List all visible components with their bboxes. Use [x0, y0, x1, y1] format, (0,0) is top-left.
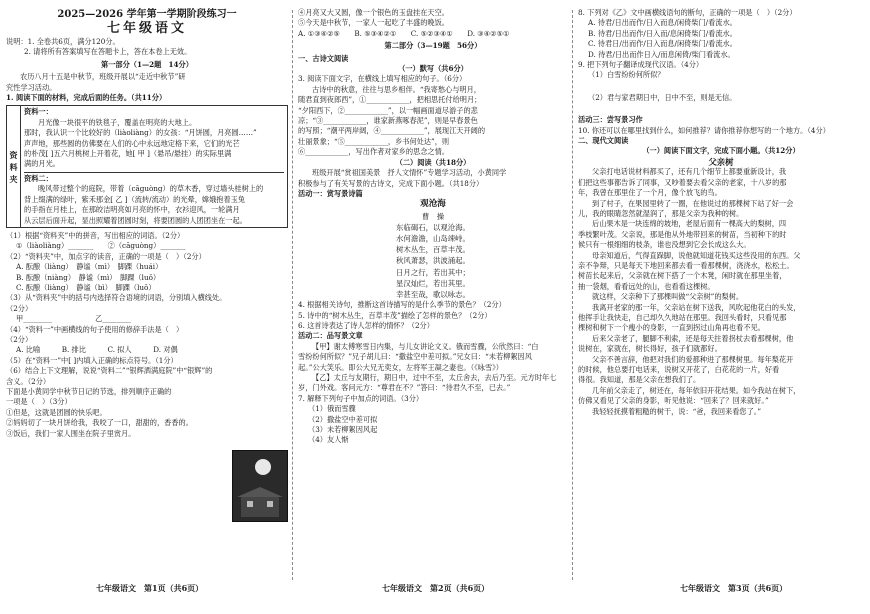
poem-author: 曹 操 — [421, 211, 445, 221]
question-heading: 9. 把下列句子翻译成现代汉语。（4分） — [578, 60, 704, 70]
sub-heading: （一）默写（共6分） — [398, 64, 468, 74]
activity-heading: 活动三：尝写景习作 — [578, 115, 643, 125]
window-shape — [247, 501, 253, 507]
page-footer: 七年级语文 第1页（共6页） — [96, 583, 204, 593]
activity-heading: 活动二：品写景文章 — [298, 331, 363, 341]
section-heading: 二、现代文阅读 — [578, 136, 629, 146]
intro-line: 农历八月十五是中秋节，班级开展以“走近中秋节”研 — [20, 72, 186, 82]
question-heading: 7. 解释下列句子中加点的词语。（3分） — [298, 393, 424, 403]
poem-line: 星汉灿烂，若出其里。 — [396, 278, 470, 288]
question-list: （1）根据“资料夹”中的拼音，写出相应的词语。（2分） ①（liàoliàng）_______ ②（cāguòng）_______ （2）“资料夹”中，加点字的读音，正确的一项是（ ）（2分） A. 酝酿（liàng） 静谧（mì） 脚踝（huái） B. 酝酿（niàng） 静谧（mì） 脚踝（luǒ） C. 酝酿（liàng） 静谧（bì） 脚踝（luǒ） （3）从“资料夹”中的括号内选择符合语境的词语，分别填入横线处。 （2分） 甲________ 乙________ （4）“资料一”中画横线的句子使用的修辞手法是（ ） （2分） A. 比喻 B. 排比 C. 拟人 D. 对偶 （5）在“资料一”中[ ]内填入正确的标点符号。（1分） （6）结合上下文理解，说说“资料二”“银辉洒满庭院”中“银辉”的 含义。（2分） 下面是小黄同学中秋节日记的节选，排列顺序正确的 一项是（ ）（3分） ①但是，这就是团圆的快乐吧。 ②妈妈切了一块月饼给我，我咬了一口，甜甜的，香香的。 ③饭后，我们一家人围坐在院子里赏月。 — [6, 230, 227, 438]
activity-heading: 活动一：赏写景诗篇 — [298, 188, 363, 198]
essay-title: 父亲树 — [708, 156, 734, 167]
intro-line: 究性学习活动。 — [6, 82, 57, 92]
section-heading: 一、古诗文阅读 — [298, 53, 349, 63]
column-divider — [572, 10, 573, 580]
part-heading: 第一部分（1—2题 14分） — [101, 59, 193, 69]
poem-line: 东临碣石，以观沧海。 — [396, 222, 470, 232]
poem-title: 观沧海 — [420, 199, 446, 210]
exam-title: 2025—2026 学年第一学期阶段练习一 — [57, 9, 237, 20]
column-page-1 — [6, 8, 288, 439]
poem-line: 幸甚至哉，歌以咏志。 — [396, 289, 470, 299]
house-shape — [241, 497, 279, 517]
page-footer: 七年级语文 第2页（共6页） — [382, 583, 490, 593]
part-heading: 第二部分（3—19题 56分） — [384, 41, 482, 51]
column-divider — [292, 10, 293, 580]
poem-line: 日月之行，若出其中； — [396, 267, 470, 277]
passage-yi: 【乙】太丘与友期行，期日中，过中不至，太丘舍去，去后乃至。元方时年七 — [312, 372, 557, 382]
mid-autumn-illustration — [232, 450, 288, 522]
question-heading: 1. 阅读下面的材料，完成后面的任务。（共11分） — [6, 93, 167, 103]
note-line: 说明：1. 全卷共6页，满分120分。 — [6, 37, 120, 46]
material-folder — [6, 105, 288, 227]
page-footer: 七年级语文 第3页（共6页） — [680, 583, 788, 593]
poem-line: 秋风萧瑟，洪波涌起。 — [396, 256, 470, 266]
question-heading: 3. 阅读下面文字，在横线上填写相应的句子。（6分） — [298, 74, 467, 84]
column-page-3: 8. 下列对《乙》文中画横线语句的断句，正确的一项是（ ）（2分） A. 待君/日出而作/日入而息/闲倚柴门/看流水。 B. 待君/日出而作/日入而/息闲倚柴门/看流水。 C. 待君日/出而作/日入而息/闲倚柴门/看流水。 D. 待君/日出而作日入/而息闲倚/柴门看流水。 9. 把下列句子翻译成现代汉语。（4分） （1）白雪纷纷何所似？ （2）君与家君期日中，日中不至，则是无信。 活动三：尝写景习作 10. 你还可以在哪里找到什么，如何推荐？请你推荐你想写的一个地方。（4分） 二、现代文阅读 （一）阅读下面文字，完成下面小题。（共12分） 父亲树 父亲打电话说材料都买了，还有几个细节上都要重新设计，我 们把这些事都告诉了同事，又吵着要去看父亲的老家，十八岁的那 年，我曾在那里住了一个月，像个放飞的鸟。 到了村子，在果园里转了一圈，在他说过的那棵树下站了好一会 儿，我的眼睛忽然就湿润了，那是父亲为我种的树。 后山果木是一块连绵的坡地，老屋后面有一棵高大的梨树，四 季枝繁叶茂。父亲说，那是他从外地带回来的树苗，当初种下的时 候只有一根细细的枝条，谁也没想到它会长成这么大。 母亲知道后，气得直跺脚，说他就知道花钱买这些没用的东西。父 亲不争辩，只是每天下地回来都去看一看那棵树，浇浇水，松松土。 树苗长起来后，父亲就在树下搭了一个木凳，闲时就在那里坐着， 抽一袋烟，看看远处的山，也看看这棵树。 就这样，父亲种下了那棵叫做“父亲树”的梨树。 我离开老家的那一年，父亲站在树下送我，风吹起他花白的头发， 他挥手让我快走，自己却久久地站在那里。我回头看时，只看见那 棵树和树下一个瘦小的身影，一直到拐过山角再也看不见。 后来父亲老了，腿脚不利索，还是每天拄着拐杖去看那棵树，他 说树在，家就在，树长得好，孩子们就都好。 父亲不善言辞，他把对我们的爱都种进了那棵树里。每年梨花开 的时候，他总要打电话来，说树又开花了，白花花的一片，好看 得很。我知道，那是父亲在想我们了。 几年前父亲走了，树还在，每年依旧开花结果。如今我站在树下， 仿佛又看见了父亲的身影，听见他说：“回来了？回来就好。” 我轻轻抚摸着粗糙的树干，说：“爸，我回来看您了。” — [578, 8, 864, 417]
poem — [298, 199, 568, 300]
exam-subject: 七年级语文 — [106, 21, 187, 36]
question-heading: 8. 下列对《乙》文中画横线语句的断句，正确的一项是（ ）（2分） — [578, 8, 797, 17]
passage-jia: 【甲】谢太傅寒雪日内集，与儿女讲论文义。俄而雪骤，公欣然曰：“白 — [312, 341, 539, 351]
roof-shape — [237, 487, 283, 497]
column-page-2: ④月亮又大又圆，像一个银色的玉盘挂在天空。 ⑤今天是中秋节，一家人一起吃了丰盛的晚饭。 A. ①③④②⑤ B. ⑤③④②① C. ⑤②③④① D. ③④②⑤① 第二部分（3—19题 56分） 一、古诗文阅读 （一）默写（共6分） 3. 阅读下面文字，在横线上填写相应的句子。（6分） 古诗中的秋意，往往与思乡相伴。“我寄愁心与明月， 随君直到夜郎西”，①____________，把相思托付给明月； “夕阳西下，②____________”，以一幅画面道尽游子的悲 凉；“③____________，谁家新燕啄春泥”，则是早春景色 的写照；“潮平两岸阔，④____________”，展现江天开阔的 壮丽景象；“⑤____________，乡书何处达”，则 ⑥____________，写出作者对家乡的思念之情。 （二）阅读（共18分） 班级开展“赏祖国美景 抒人文情怀”专题学习活动，小黄同学 积极参与了有关写景的古诗文，完成下面小题。（共18分） 活动一：赏写景诗篇 观沧海 曹 操 东临碣石，以观沧海。 水何澹澹，山岛竦峙。 树木丛生，百草丰茂。 秋风萧瑟，洪波涌起。 日月之行，若出其中； 星汉灿烂，若出其里。 幸甚至哉，歌以咏志。 4. 根据相关诗句，推断这首诗描写的是什么季节的景色？（2分） 5. 诗中的“树木丛生，百草丰茂”描绘了怎样的景色？（2分） 6. 这首诗表达了诗人怎样的情怀？（2分） 活动二：品写景文章 【甲】谢太傅寒雪日内集，与儿女讲论文义。俄而雪骤，公欣然曰：“白 雪纷纷何所似？”兄子胡儿曰：“撒盐空中差可拟。”兄女曰：“未若柳絮因风 起。”公大笑乐。即公大兄无奕女，左将军王凝之妻也。（《咏雪》） 【乙】太丘与友期行，期日中，过中不至，太丘舍去，去后乃至。元方时年七 岁，门外戏。客问元方：“尊君在不？”答曰：“待君久不至，已去。” 7. 解释下列句子中加点的词语。（3分） （1）俄而雪骤 （2）撒盐空中差可拟 （3）未若柳絮因风起 （4）友人惭 — [298, 8, 568, 446]
sub-heading: （一）阅读下面文字，完成下面小题。（共12分） — [642, 146, 800, 156]
material-two: 资料二： 晚风带过整个的庭院，带着（cāguòng）的草木香，穿过墙头桂树上的 背上缀满的绿叶，紫禾那金[ 乙 ]（流转/流动）的光晕，嫦娥抱着玉兔 的手指在月桂上，在那皎洁明亮如月亮的怀中，衣衫迎风，一轮满月 从云层后面升起，显出照耀着团圆时刻，将要团圆的人团团坐在一起。 — [24, 172, 284, 226]
poem-line: 水何澹澹，山岛竦峙。 — [396, 233, 470, 243]
moon-icon — [255, 459, 271, 475]
window-shape — [267, 501, 273, 507]
sub-heading: （二）阅读（共18分） — [395, 157, 471, 167]
material-side-label: 资 料 夹 — [7, 106, 21, 226]
material-body — [21, 106, 287, 226]
poem-line: 树木丛生，百草丰茂。 — [396, 245, 470, 255]
note-line: 2. 请将所有答案填写在答题卡上，答在本卷上无效。 — [24, 47, 192, 57]
material-one: 资料一： 月光像一块很平的铁毯子，覆盖在明亮的大地上。 那时，我认识一个比较好的（liàoliàng）的女孩：“月饼圆，月亮圆……” 声声地，那些圆的仿佛要在人们的心中永远地定格下来，它们的光芒 的朴茂[ ]五六月桃树上开着花，她[ 甲 ]（悬吊/悬挂）的实际里满 满的月光。 — [24, 107, 257, 169]
